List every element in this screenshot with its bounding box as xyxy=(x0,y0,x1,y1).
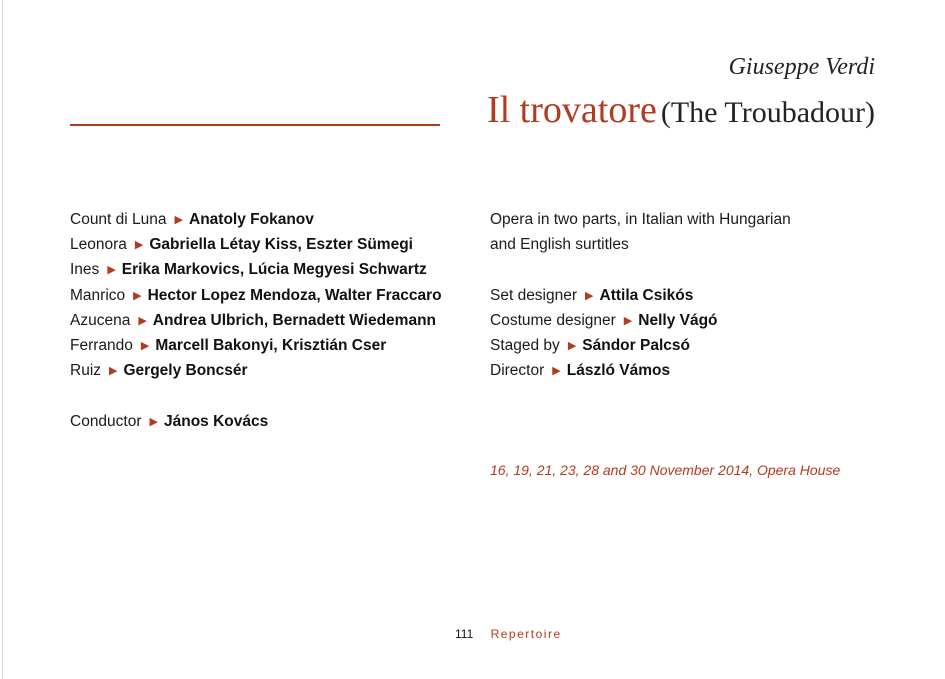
crew-name: Attila Csikós xyxy=(599,286,694,304)
conductor-name: János Kovács xyxy=(163,412,269,430)
cast-row xyxy=(70,333,442,358)
arrow-right-icon: ▶ xyxy=(140,339,150,352)
cast-role: Count di Luna xyxy=(70,211,167,228)
crew-name: László Vámos xyxy=(566,362,671,380)
cast-row xyxy=(70,207,442,232)
conductor-row xyxy=(70,409,442,434)
description-line: Opera in two parts, in Italian with Hungarian xyxy=(490,211,791,228)
cast-name: Erika Markovics, Lúcia Megyesi Schwartz xyxy=(121,261,427,279)
cast-role: Azucena xyxy=(70,311,131,329)
opera-title-subtitle: (The Troubadour) xyxy=(660,96,875,129)
description-line: and English surtitles xyxy=(490,236,629,254)
cast-row xyxy=(70,232,442,257)
crew-row xyxy=(490,283,791,308)
crew-name: Sándor Palcsó xyxy=(582,336,690,354)
arrow-right-icon: ▶ xyxy=(138,314,147,327)
arrow-right-icon: ▶ xyxy=(134,239,144,252)
page-number: 111 xyxy=(455,627,474,641)
crew-name: Nelly Vágó xyxy=(638,311,718,329)
arrow-right-icon: ▶ xyxy=(174,214,183,226)
cast-name: Gergely Boncsér xyxy=(123,362,248,380)
performance-dates: 16, 19, 21, 23, 28 and 30 November 2014, Opera House xyxy=(490,462,841,478)
arrow-right-icon: ▶ xyxy=(149,415,158,428)
crew-role: Director xyxy=(490,362,545,380)
arrow-right-icon: ▶ xyxy=(552,365,561,378)
cast-role: Ruiz xyxy=(70,362,102,380)
cast-name: Gabriella Létay Kiss, Eszter Sümegi xyxy=(149,236,413,254)
production-info xyxy=(490,207,791,383)
cast-name: Andrea Ulbrich, Bernadett Wiedemann xyxy=(152,311,437,329)
cast-role: Leonora xyxy=(70,236,127,254)
arrow-right-icon: ▶ xyxy=(109,365,118,378)
crew-row xyxy=(490,308,791,333)
cast-row xyxy=(70,358,442,383)
composer-name: Giuseppe Verdi xyxy=(728,54,875,80)
cast-role: Manrico xyxy=(70,286,126,304)
cast-row xyxy=(70,257,442,282)
crew-role: Costume designer xyxy=(490,311,616,329)
section-name: Repertoire xyxy=(490,627,562,641)
title-rule xyxy=(70,124,440,126)
conductor-role: Conductor xyxy=(70,412,142,430)
crew-row xyxy=(490,358,791,383)
crew-role: Staged by xyxy=(490,336,560,354)
cast-row xyxy=(70,283,442,308)
arrow-right-icon: ▶ xyxy=(107,264,116,277)
cast-name: Anatoly Fokanov xyxy=(189,211,314,228)
arrow-right-icon: ▶ xyxy=(133,289,142,302)
page-footer xyxy=(455,627,562,641)
spacer xyxy=(70,383,442,408)
cast-role: Ferrando xyxy=(70,336,133,354)
crew-row xyxy=(490,333,791,358)
cast-list xyxy=(70,207,442,434)
spacer xyxy=(490,257,791,282)
cast-row xyxy=(70,308,442,333)
cast-name: Hector Lopez Mendoza, Walter Fraccaro xyxy=(147,286,442,304)
opera-title-main: Il trovatore xyxy=(486,89,657,131)
arrow-right-icon: ▶ xyxy=(623,314,633,327)
page-edge-line xyxy=(2,0,3,679)
arrow-right-icon: ▶ xyxy=(585,289,594,302)
cast-name: Marcell Bakonyi, Krisztián Cser xyxy=(155,336,387,354)
arrow-right-icon: ▶ xyxy=(567,339,577,352)
cast-role: Ines xyxy=(70,261,100,279)
crew-role: Set designer xyxy=(490,286,578,304)
opera-title xyxy=(487,88,875,132)
